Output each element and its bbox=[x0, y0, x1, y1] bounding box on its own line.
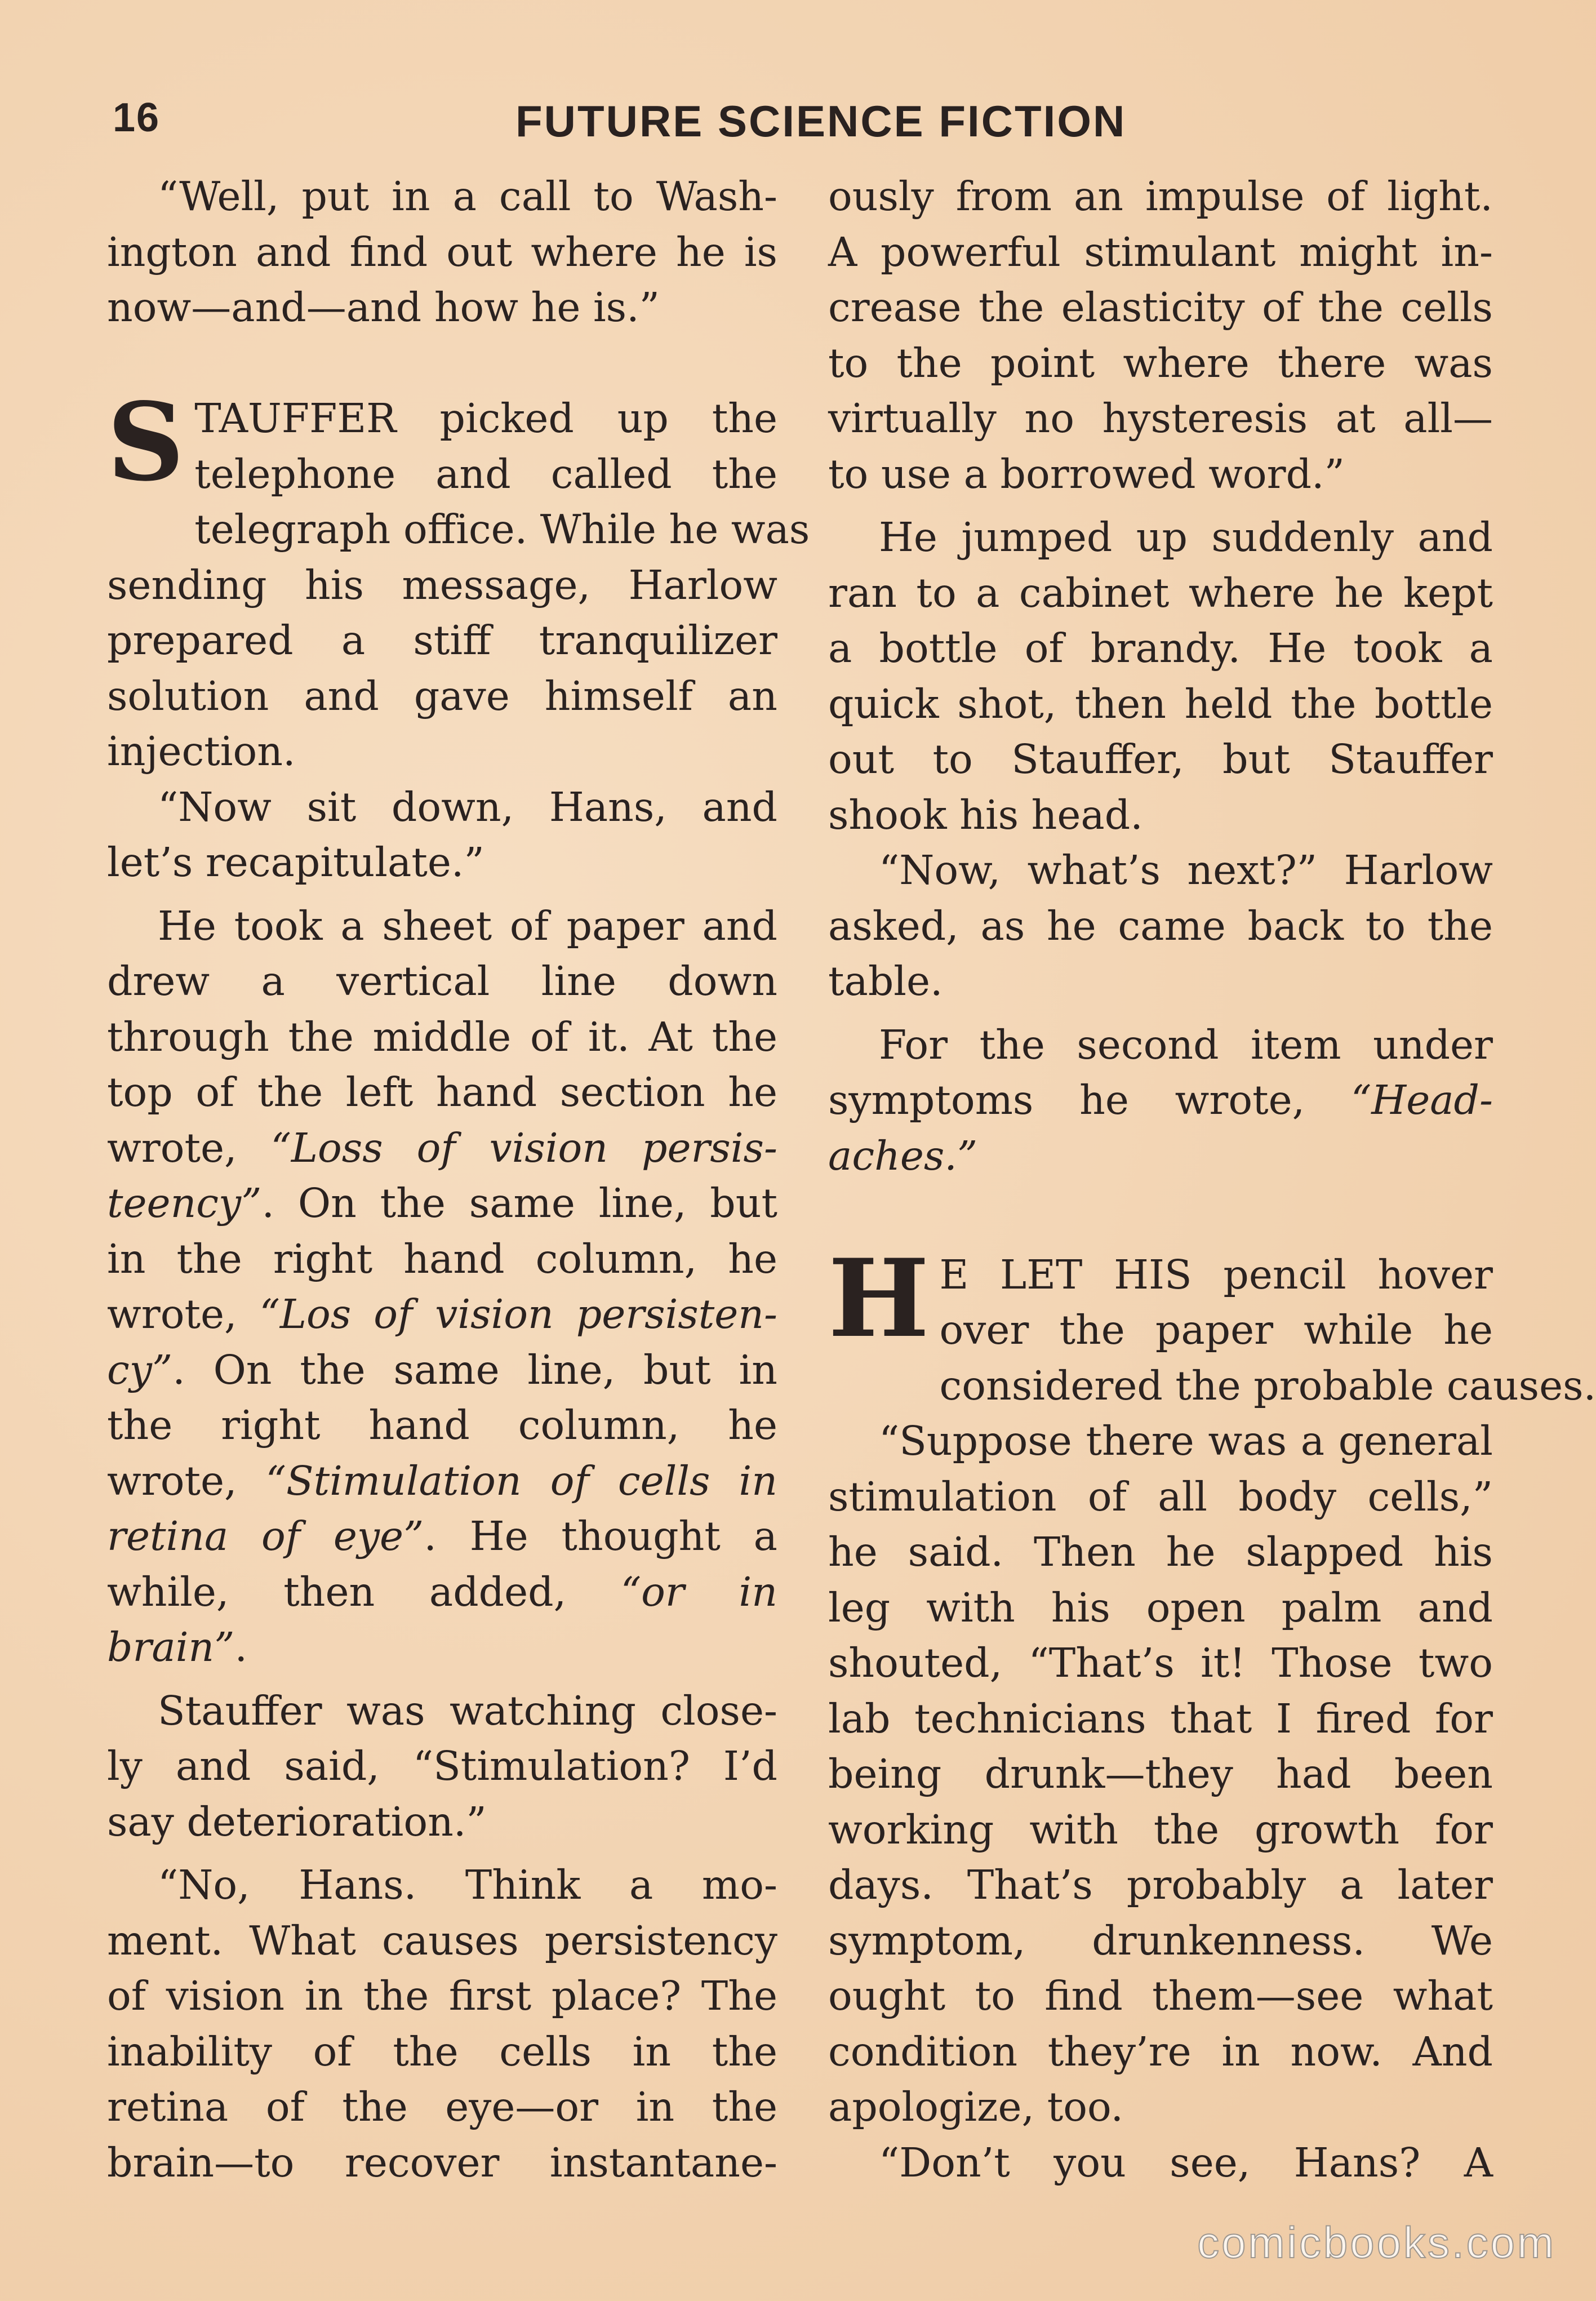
text-line: he said. Then he slapped his bbox=[828, 1529, 1493, 1575]
text-line: symptom, drunkenness. We bbox=[828, 1917, 1493, 1964]
text-line: apologize, too. bbox=[828, 2084, 1124, 2130]
text-line: crease the elasticity of the cells bbox=[828, 284, 1493, 331]
text-line: of vision in the first place? The bbox=[107, 1973, 777, 2019]
text-line: to use a borrowed word.” bbox=[828, 450, 1345, 497]
text-line: working with the growth for bbox=[828, 1806, 1493, 1853]
text-line: brain—to recover instantane- bbox=[107, 2139, 777, 2186]
text-line: TAUFFER picked up the bbox=[194, 395, 777, 442]
text-line: through the middle of it. At the bbox=[107, 1013, 777, 1060]
text-line: brain”. bbox=[107, 1624, 248, 1671]
text-line: telegraph office. While he was bbox=[194, 506, 810, 553]
text-line: drew a vertical line down bbox=[107, 958, 777, 1005]
text-line: stimulation of all body cells,” bbox=[828, 1473, 1493, 1520]
text-line: aches.” bbox=[828, 1132, 978, 1179]
text-line: solution and gave himself an bbox=[107, 672, 777, 719]
text-line: say deterioration.” bbox=[107, 1798, 487, 1845]
paragraph-he-let-his bbox=[828, 1235, 1596, 1414]
text-line: in the right hand column, he bbox=[107, 1235, 777, 1282]
paragraph-stauffer bbox=[107, 379, 810, 780]
text-line: shouted, “That’s it! Those two bbox=[828, 1640, 1493, 1686]
running-head-title: FUTURE SCIENCE FICTION bbox=[515, 96, 1127, 146]
text-line: injection. bbox=[107, 728, 296, 775]
text-line: retina of eye”. He thought a bbox=[107, 1513, 778, 1560]
text-line: He jumped up suddenly and bbox=[879, 514, 1493, 561]
text-line: wrote, “Stimulation of cells in bbox=[107, 1457, 777, 1504]
text-line: leg with his open palm and bbox=[828, 1584, 1493, 1631]
text-line: E LET HIS pencil hover bbox=[939, 1251, 1493, 1298]
left-column bbox=[107, 169, 810, 2186]
text-line: wrote, “Los of vision persisten- bbox=[107, 1291, 778, 1338]
right-column bbox=[828, 169, 1596, 2186]
text-line: being drunk—they had been bbox=[828, 1751, 1493, 1797]
text-line: For the second item under bbox=[879, 1021, 1493, 1068]
watermark: comicbooks.com bbox=[1197, 2218, 1556, 2267]
text-line: table. bbox=[828, 958, 943, 1005]
text-line: to the point where there was bbox=[828, 339, 1493, 387]
text-line: telephone and called the bbox=[194, 450, 777, 497]
text-line: now—and—and how he is.” bbox=[107, 284, 660, 331]
text-line: condition they’re in now. And bbox=[828, 2028, 1493, 2075]
text-line: He took a sheet of paper and bbox=[158, 902, 777, 949]
text-line: top of the left hand section he bbox=[107, 1069, 777, 1116]
text-line: “Well, put in a call to Wash- bbox=[158, 173, 777, 220]
text-line: “Now sit down, Hans, and bbox=[158, 783, 777, 830]
text-line: days. That’s probably a later bbox=[828, 1862, 1493, 1908]
text-line: quick shot, then held the bottle bbox=[828, 680, 1493, 727]
text-line: virtually no hysteresis at all— bbox=[828, 395, 1493, 442]
text-line: over the paper while he bbox=[939, 1307, 1493, 1353]
text-line: the right hand column, he bbox=[107, 1402, 777, 1449]
text-line: “Don’t you see, Hans? A bbox=[879, 2139, 1493, 2186]
text-line: ly and said, “Stimulation? I’d bbox=[107, 1743, 777, 1789]
text-line: ran to a cabinet where he kept bbox=[828, 569, 1493, 616]
text-line: a bottle of brandy. He took a bbox=[828, 625, 1493, 672]
text-line: inability of the cells in the bbox=[107, 2028, 777, 2075]
text-line: wrote, “Loss of vision persis- bbox=[107, 1124, 777, 1171]
text-line: considered the probable causes. bbox=[939, 1362, 1596, 1409]
text-line: sending his message, Harlow bbox=[107, 561, 777, 608]
text-line: cy”. On the same line, but in bbox=[107, 1346, 777, 1393]
drop-cap-h: H bbox=[828, 1235, 930, 1361]
drop-cap-s: S bbox=[107, 379, 185, 505]
text-line: asked, as he came back to the bbox=[828, 902, 1493, 949]
text-line: ington and find out where he is bbox=[107, 228, 777, 276]
text-line: A powerful stimulant might in- bbox=[828, 228, 1493, 276]
text-line: prepared a stiff tranquilizer bbox=[107, 617, 777, 664]
text-line: symptoms he wrote, “Head- bbox=[828, 1077, 1493, 1123]
text-line: shook his head. bbox=[828, 791, 1143, 838]
text-line: let’s recapitulate.” bbox=[107, 839, 484, 886]
text-line: “No, Hans. Think a mo- bbox=[158, 1862, 777, 1908]
text-line: lab technicians that I fired for bbox=[828, 1695, 1493, 1742]
text-line: out to Stauffer, but Stauffer bbox=[828, 736, 1493, 783]
text-line: ment. What causes persistency bbox=[107, 1917, 777, 1964]
text-line: “Suppose there was a general bbox=[879, 1418, 1493, 1464]
text-line: while, then added, “or in bbox=[107, 1568, 777, 1615]
text-line: “Now, what’s next?” Harlow bbox=[879, 847, 1493, 894]
page-number: 16 bbox=[113, 95, 161, 140]
text-line: Stauffer was watching close- bbox=[158, 1687, 777, 1734]
text-line: teency”. On the same line, but bbox=[107, 1180, 777, 1227]
text-line: ously from an impulse of light. bbox=[828, 173, 1493, 220]
text-line: ought to find them—see what bbox=[828, 1973, 1493, 2019]
text-line: retina of the eye—or in the bbox=[107, 2084, 777, 2130]
